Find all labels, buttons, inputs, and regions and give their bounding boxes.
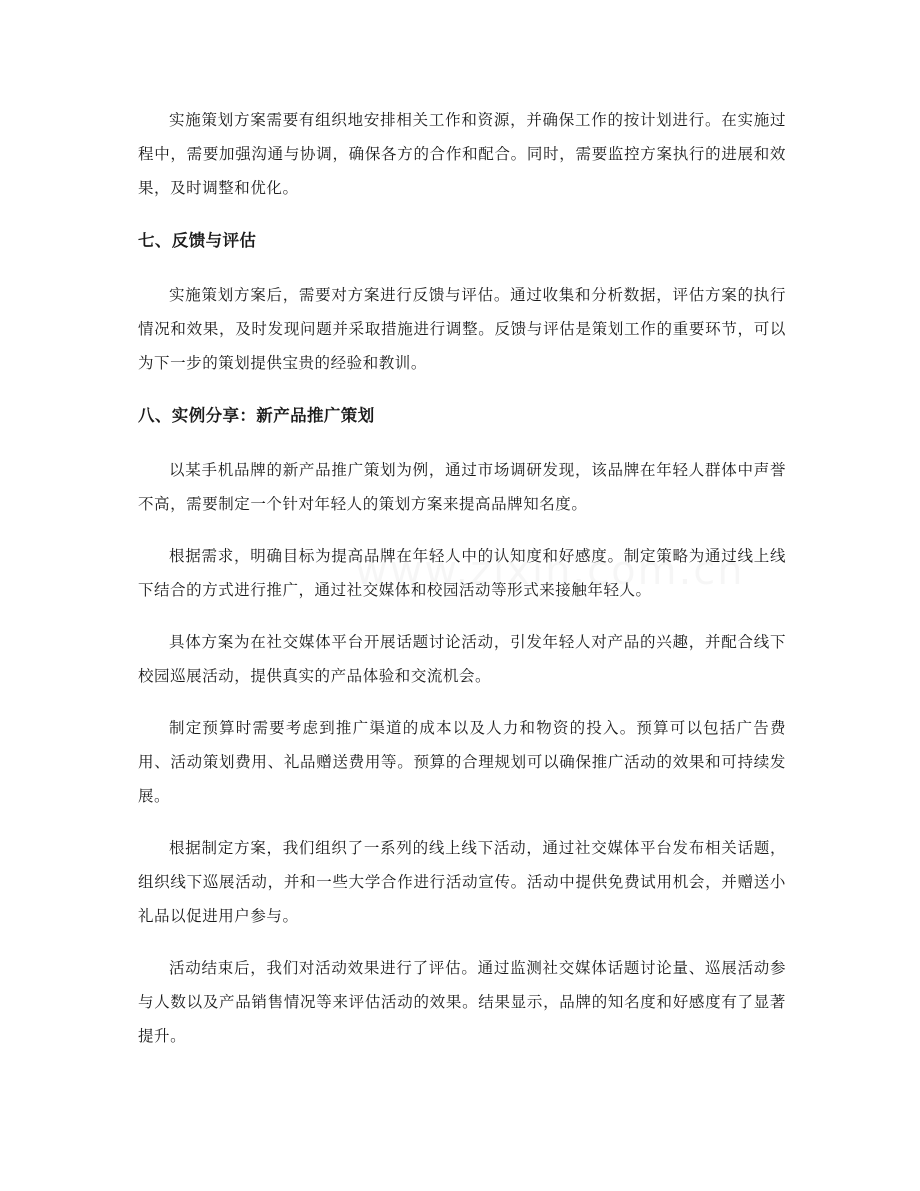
document-page xyxy=(138,103,786,1053)
section-8-paragraph-6: 活动结束后，我们对活动效果进行了评估。通过监测社交媒体话题讨论量、巡展活动参与人数以及产品销售情况等来评估活动的效果。结果显示，品牌的知名度和好感度有了显著提升。 xyxy=(138,959,786,1045)
section-8-paragraph-5: 根据制定方案，我们组织了一系列的线上线下活动，通过社交媒体平台发布相关话题，组织线下巡展活动，并和一些大学合作进行活动宣传。活动中提供免费试用机会，并赠送小礼品以促进用户参与。 xyxy=(138,839,786,925)
section-8-paragraph-4: 制定预算时需要考虑到推广渠道的成本以及人力和物资的投入。预算可以包括广告费用、活动策划费用、礼品赠送费用等。预算的合理规划可以确保推广活动的效果和可持续发展。 xyxy=(138,719,786,805)
section-8-heading: 八、实例分享：新产品推广策划 xyxy=(138,406,375,425)
section-8-paragraph-1: 以某手机品牌的新产品推广策划为例，通过市场调研发现，该品牌在年轻人群体中声誉不高，需要制定一个针对年轻人的策划方案来提高品牌知名度。 xyxy=(138,461,786,513)
section-7-heading: 七、反馈与评估 xyxy=(138,231,257,250)
section-8-paragraph-3: 具体方案为在社交媒体平台开展话题讨论活动，引发年轻人对产品的兴趣，并配合线下校园巡展活动，提供真实的产品体验和交流机会。 xyxy=(138,633,786,685)
intro-paragraph: 实施策划方案需要有组织地安排相关工作和资源，并确保工作的按计划进行。在实施过程中，需要加强沟通与协调，确保各方的合作和配合。同时，需要监控方案执行的进展和效果，及时调整和优化。 xyxy=(138,111,786,197)
section-8-paragraph-2: 根据需求，明确目标为提高品牌在年轻人中的认知度和好感度。制定策略为通过线上线下结合的方式进行推广，通过社交媒体和校园活动等形式来接触年轻人。 xyxy=(138,547,786,599)
section-7-paragraph: 实施策划方案后，需要对方案进行反馈与评估。通过收集和分析数据，评估方案的执行情况和效果，及时发现问题并采取措施进行调整。反馈与评估是策划工作的重要环节，可以为下一步的策划提供宝贵的经验和教训。 xyxy=(138,286,786,372)
